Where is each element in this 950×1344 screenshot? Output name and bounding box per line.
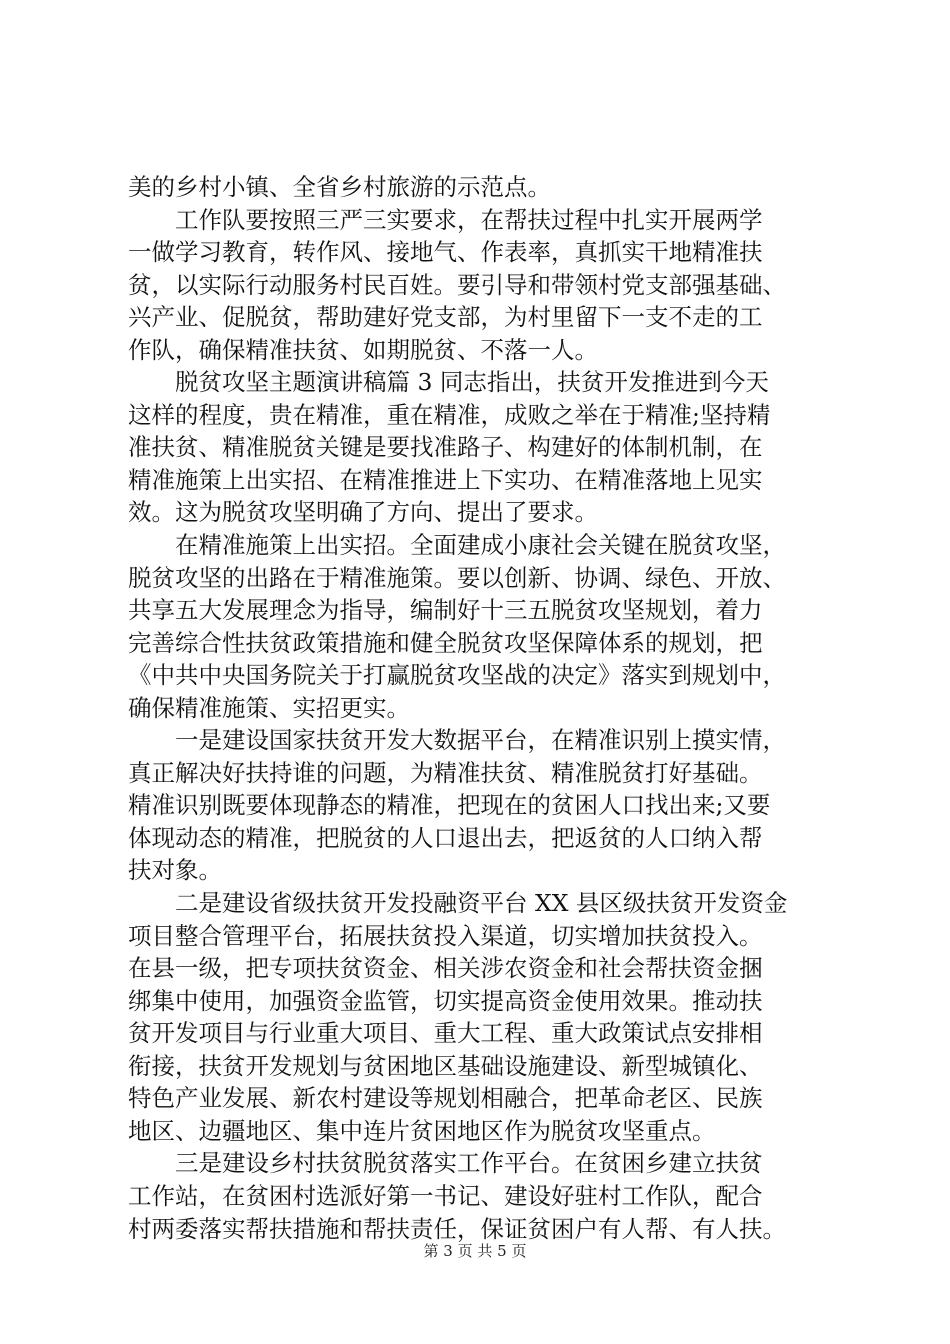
text-line: 兴产业、促脱贫，帮助建好党支部，为村里留下一支不走的工 <box>128 303 763 332</box>
body-text <box>128 171 858 1245</box>
text-line: 贫，以实际行动服务村民百姓。要引导和带领村党支部强基础、 <box>128 270 786 299</box>
text-line: 工作队要按照三严三实要求，在帮扶过程中扎实开展两学 <box>128 205 763 234</box>
text-line: 准扶贫、精准脱贫关键是要找准路子、构建好的体制机制，在 <box>128 433 763 462</box>
text-line: 确保精准施策、实招更实。 <box>128 693 410 722</box>
text-line: 一是建设国家扶贫开发大数据平台，在精准识别上摸实情， <box>128 726 786 755</box>
text-line: 脱贫攻坚主题演讲稿篇 3 同志指出，扶贫开发推进到今天 <box>128 368 769 397</box>
text-line: 脱贫攻坚的出路在于精准施策。要以创新、协调、绿色、开放、 <box>128 563 786 592</box>
text-line: 地区、边疆地区、集中连片贫困地区作为脱贫攻坚重点。 <box>128 1116 716 1145</box>
text-line: 一做学习教育，转作风、接地气、作表率，真抓实干地精准扶 <box>128 238 763 267</box>
text-line: 绑集中使用，加强资金监管，切实提高资金使用效果。推动扶 <box>128 986 763 1015</box>
text-line: 在县一级，把专项扶贫资金、相关涉农资金和社会帮扶资金捆 <box>128 954 763 983</box>
text-line: 工作站，在贫困村选派好第一书记、建设好驻村工作队，配合 <box>128 1181 763 1210</box>
text-line: 项目整合管理平台，拓展扶贫投入渠道，切实增加扶贫投入。 <box>128 921 763 950</box>
text-line: 美的乡村小镇、全省乡村旅游的示范点。 <box>128 173 551 201</box>
text-line: 精准施策上出实招、在精准推进上下实功、在精准落地上见实 <box>128 465 763 494</box>
text-line: 作队，确保精准扶贫、如期脱贫、不落一人。 <box>128 335 598 364</box>
text-line: 完善综合性扶贫政策措施和健全脱贫攻坚保障体系的规划，把 <box>128 628 763 657</box>
page-footer: 第 3 页 共 5 页 <box>423 1242 527 1260</box>
text-line: 村两委落实帮扶措施和帮扶责任，保证贫困户有人帮、有人扶。 <box>128 1214 786 1243</box>
text-line: 二是建设省级扶贫开发投融资平台 XX 县区级扶贫开发资金 <box>128 889 788 918</box>
text-line: 特色产业发展、新农村建设等规划相融合，把革命老区、民族 <box>128 1084 763 1113</box>
text-line: 《中共中央国务院关于打赢脱贫攻坚战的决定》落实到规划中， <box>128 661 786 690</box>
text-line: 真正解决好扶持谁的问题，为精准扶贫、精准脱贫打好基础。 <box>128 758 763 787</box>
text-line: 扶对象。 <box>128 856 222 885</box>
text-line: 这样的程度，贵在精准，重在精准，成败之举在于精准;坚持精 <box>128 400 771 429</box>
text-line: 三是建设乡村扶贫脱贫落实工作平台。在贫困乡建立扶贫 <box>128 1149 763 1178</box>
text-line: 在精准施策上出实招。全面建成小康社会关键在脱贫攻坚， <box>128 531 786 560</box>
text-line: 精准识别既要体现静态的精准，把现在的贫困人口找出来;又要 <box>128 791 771 820</box>
text-line: 贫开发项目与行业重大项目、重大工程、重大政策试点安排相 <box>128 1019 763 1048</box>
text-line: 效。这为脱贫攻坚明确了方向、提出了要求。 <box>128 498 598 527</box>
text-line: 共享五大发展理念为指导，编制好十三五脱贫攻坚规划，着力 <box>128 596 763 625</box>
text-line: 体现动态的精准，把脱贫的人口退出去，把返贫的人口纳入帮 <box>128 823 763 852</box>
text-line: 衔接，扶贫开发规划与贫困地区基础设施建设、新型城镇化、 <box>128 1051 763 1080</box>
